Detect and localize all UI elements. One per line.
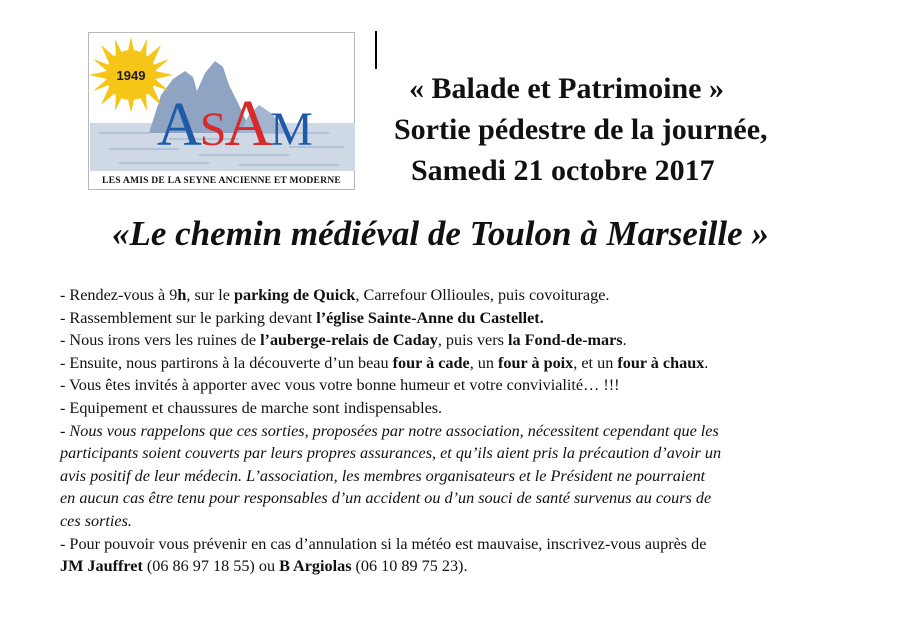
- disclaimer-line: avis positif de leur médecin. L’association, les membres organisateurs et le Président ne pourraient: [60, 466, 706, 485]
- text-run: , sur le: [186, 286, 234, 304]
- logo-letter-m: M: [270, 103, 313, 156]
- text-run: - Rassemblement sur le parking devant: [60, 308, 317, 327]
- disclaimer-line: ces sorties.: [60, 511, 132, 530]
- text-run: , un: [469, 353, 499, 372]
- text-run: , et un: [573, 353, 618, 372]
- text-run: .: [622, 331, 627, 350]
- contact-name: B Argiolas: [279, 557, 352, 576]
- event-date: Samedi 21 octobre 2017: [411, 154, 715, 187]
- event-series-title: « Balade et Patrimoine »: [409, 72, 724, 105]
- bold-run: l’auberge-relais de Caday: [260, 331, 438, 350]
- bold-run: l’église Sainte-Anne du Castellet.: [316, 308, 544, 327]
- asam-logo: [88, 32, 355, 190]
- detail-registration: - Pour pouvoir vous prévenir en cas d’annulation si la météo est mauvaise, inscrivez-vous auprès de: [60, 534, 707, 553]
- detail-ovens: [60, 352, 860, 375]
- text-cursor: [375, 31, 377, 69]
- bold-run: la Fond-de-mars: [507, 331, 623, 350]
- event-type: Sortie pédestre de la journée,: [394, 113, 768, 146]
- text-run: .: [704, 353, 709, 372]
- walk-title: «Le chemin médiéval de Toulon à Marseille »: [112, 214, 769, 253]
- contact-name: JM Jauffret: [60, 557, 143, 576]
- text-run: - Nous irons vers les ruines de: [60, 331, 261, 350]
- disclaimer-line: - Nous vous rappelons que ces sorties, proposées par notre association, nécessitent cependant que les: [60, 421, 719, 440]
- text-run: , Carrefour Ollioules, puis covoiturage.: [355, 286, 610, 304]
- text-run: - Ensuite, nous partirons à la découverte d’un beau: [60, 353, 393, 372]
- logo-wordmark: [157, 87, 313, 161]
- detail-equipment: - Equipement et chaussures de marche sont indispensables.: [60, 398, 443, 417]
- logo-caption: LES AMIS DE LA SEYNE ANCIENNE ET MODERNE: [102, 175, 341, 186]
- event-details: [60, 284, 860, 578]
- disclaimer-line: participants soient couverts par leurs propres assurances, et qu’ils aient pris la précaution d’avoir un: [60, 444, 722, 463]
- detail-gathering: [60, 307, 860, 330]
- detail-mood: - Vous êtes invités à apporter avec vous votre bonne humeur et votre convivialité… !!!: [60, 376, 620, 395]
- bold-run: four à cade: [392, 353, 470, 372]
- disclaimer-line: en aucun cas être tenu pour responsables d’un accident ou d’un souci de santé survenus au cours de: [60, 489, 712, 508]
- text-run: - Rendez-vous à 9: [60, 286, 178, 304]
- bold-run: parking de Quick: [234, 286, 356, 304]
- text-run: , puis vers: [437, 331, 508, 350]
- bold-run: h: [177, 286, 187, 304]
- text-run: (06 10 89 75 23).: [351, 557, 468, 576]
- text-run: (06 86 97 18 55) ou: [142, 557, 280, 576]
- logo-letter-s: S: [199, 103, 227, 156]
- logo-letter-a2: A: [224, 87, 273, 160]
- bold-run: four à chaux: [617, 353, 705, 372]
- detail-contacts: [60, 555, 860, 578]
- bold-run: four à poix: [498, 353, 574, 372]
- logo-year: 1949: [116, 68, 146, 83]
- logo-letter-a1: A: [157, 91, 202, 159]
- detail-meeting-point: [60, 284, 860, 307]
- detail-route: [60, 329, 860, 352]
